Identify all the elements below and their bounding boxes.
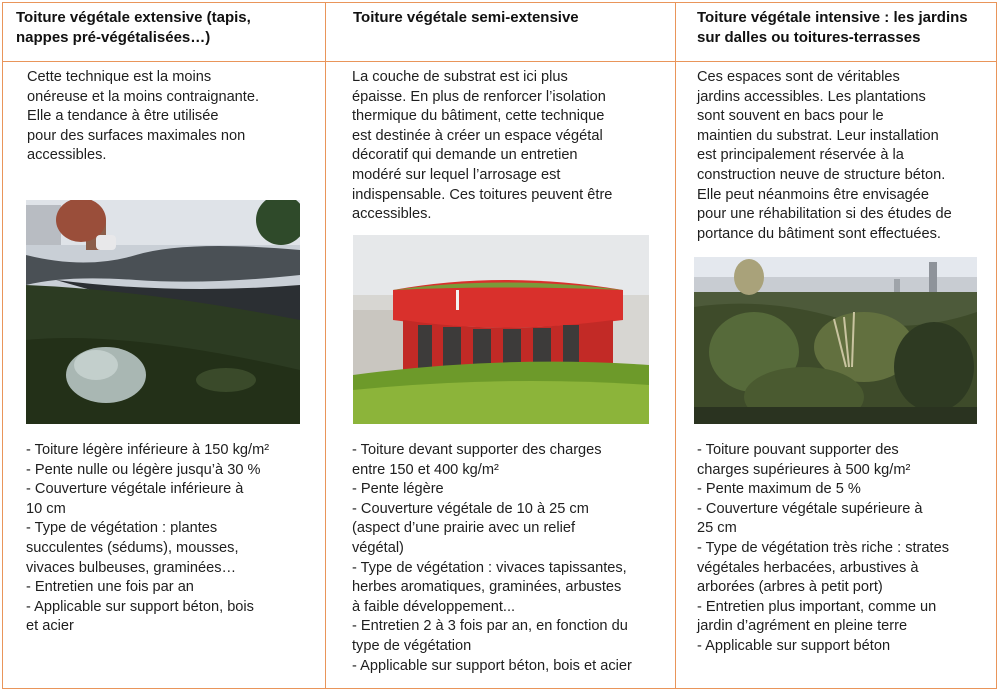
column-divider — [325, 3, 326, 688]
green-roof-extensive-photo — [26, 200, 300, 424]
intro-intensive: Ces espaces sont de véritables jardins accessibles. Les plantations sont souvent en bacs pour le maintien du substrat. Leur installation est principalement réservée à la construction neuve de structure béton. Elle peut néanmoins être envisagée pour une réhabilitation si des études de portance du bâtiment sont effectuées. — [697, 69, 952, 242]
column-heading-intensive: Toiture végétale intensive : les jardins sur dalles ou toitures-terrasses — [697, 9, 968, 46]
details-intensive: - Toiture pouvant supporter des charges supérieures à 500 kg/m² - Pente maximum de 5 % - Couverture végétale supérieure à 25 cm - Type de végétation très riche : strates végétales herbacées, arbustives à arborées (arbres à petit port) - Entretien plus important, comme un jardin d’agrément en pleine terre - Applicable sur support béton — [697, 442, 950, 654]
details-semi-extensive: - Toiture devant supporter des charges entre 150 et 400 kg/m² - Pente légère - Couverture végétale de 10 à 25 cm (aspect d’une prairie avec un relief végétal) - Type de végétation : vivaces tapissantes, herbes aromatiques, graminées, arbustes à faible développement... - Entretien 2 à 3 fois par an, en fonction du type de végétation - Applicable sur support béton, bois et acier — [352, 442, 632, 674]
green-roof-intensive-photo — [694, 257, 977, 424]
column-heading-extensive: Toiture végétale extensive (tapis, nappes pré-végétalisées…) — [16, 9, 251, 46]
column-heading-semi-extensive: Toiture végétale semi-extensive — [353, 9, 579, 26]
intro-semi-extensive: La couche de substrat est ici plus épaisse. En plus de renforcer l’isolation thermique du bâtiment, cette technique est destinée à créer un espace végétal décoratif qui demande un entretien modéré sur lequel l’arrosage est indispensable. Ces toitures peuvent être accessibles. — [352, 69, 613, 223]
green-roof-semi-extensive-photo — [353, 235, 649, 424]
column-divider — [675, 3, 676, 688]
intro-extensive: Cette technique est la moins onéreuse et la moins contraignante. Elle a tendance à être utilisée pour des surfaces maximales non accessibles. — [27, 69, 260, 164]
header-divider — [3, 61, 996, 62]
details-extensive: - Toiture légère inférieure à 150 kg/m² - Pente nulle ou légère jusqu’à 30 % - Couverture végétale inférieure à 10 cm - Type de végétation : plantes succulentes (sédums), mousses, vivaces bulbeuses, graminées… - Entretien une fois par an - Applicable sur support béton, bois et acier — [26, 442, 270, 635]
